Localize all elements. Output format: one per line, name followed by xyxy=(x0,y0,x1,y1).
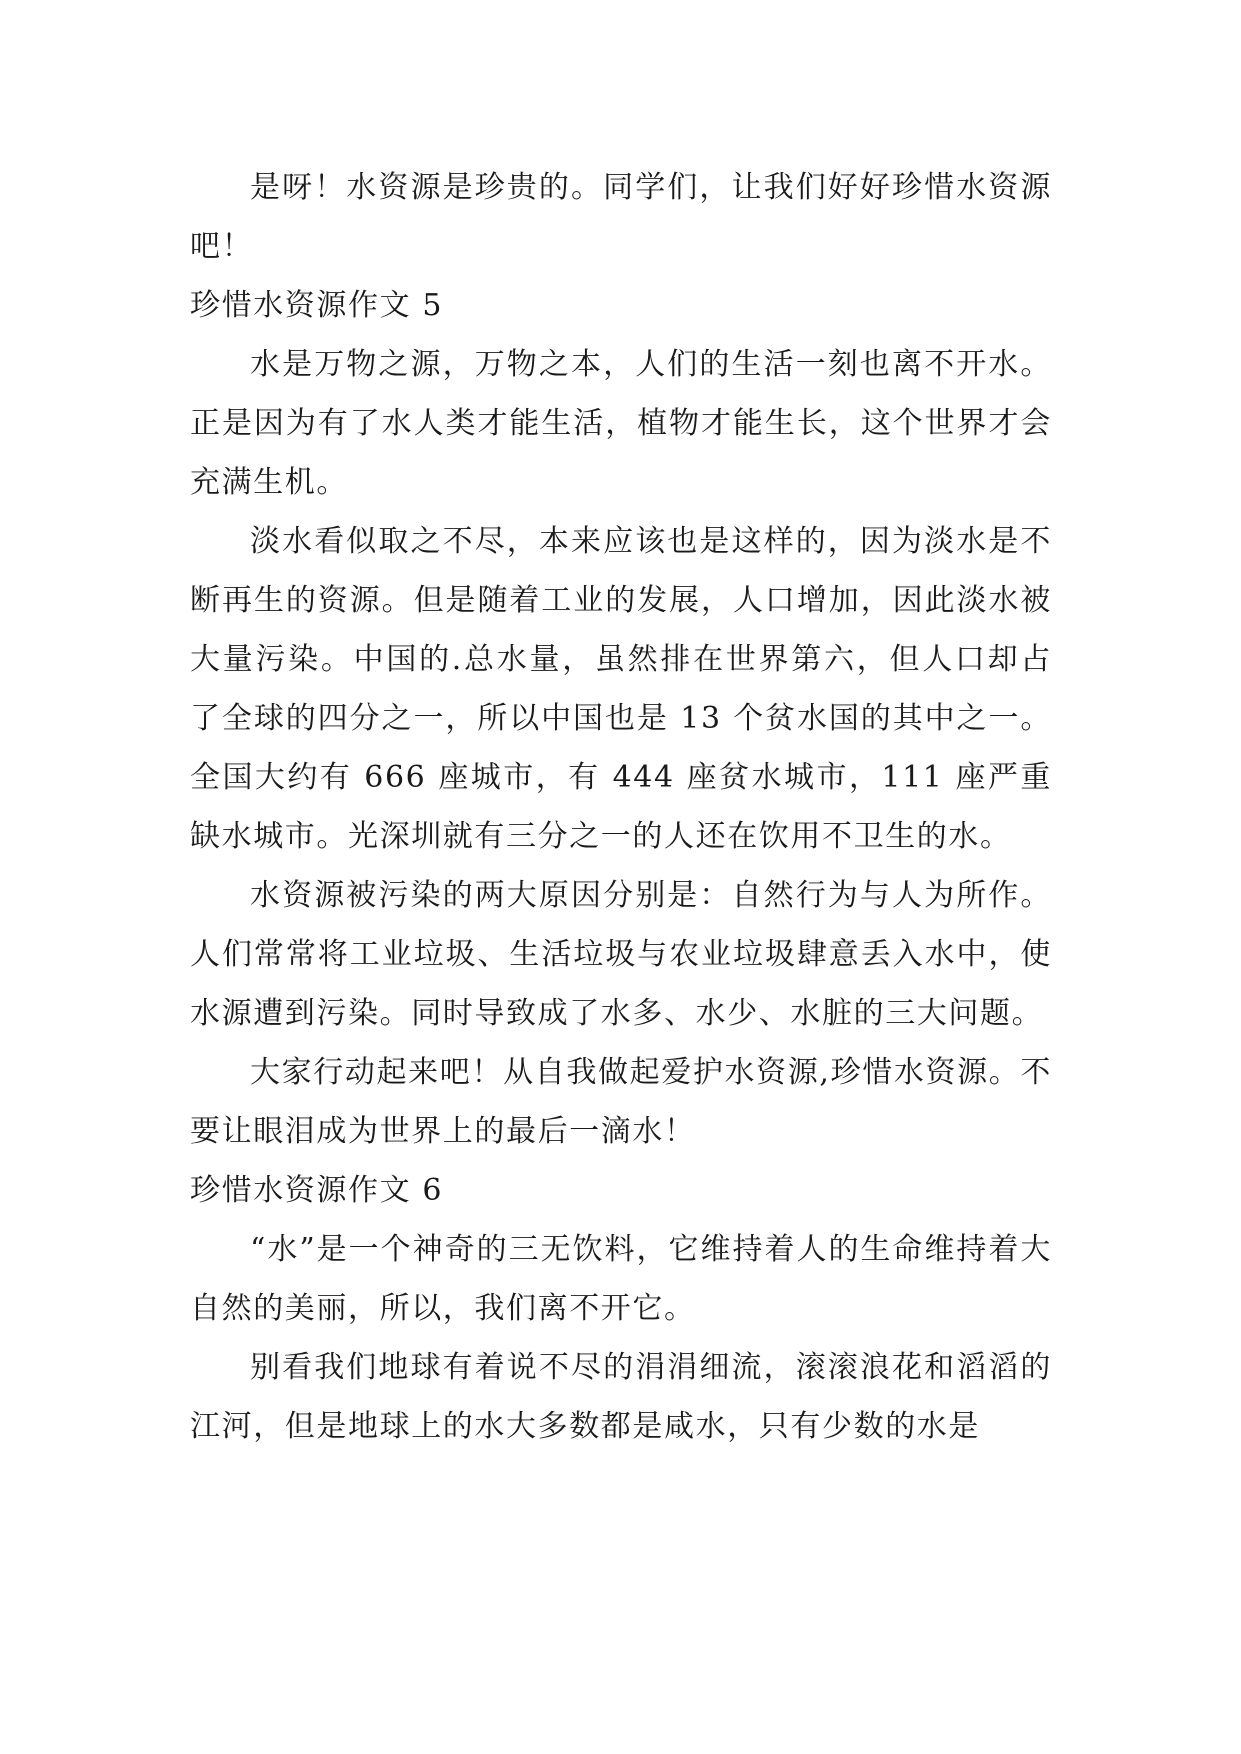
document-body xyxy=(190,158,1052,1456)
section-heading: 珍惜水资源作文 5 xyxy=(190,288,444,323)
paragraph: 是呀！水资源是珍贵的。同学们，让我们好好珍惜水资源吧！ xyxy=(190,170,1052,264)
paragraph: 水资源被污染的两大原因分别是：自然行为与人为所作。人们常常将工业垃圾、生活垃圾与农业垃圾肆意丢入水中，使水源遭到污染。同时导致成了水多、水少、水脏的三大问题。 xyxy=(190,878,1052,1031)
paragraph: “水”是一个神奇的三无饮料，它维持着人的生命维持着大自然的美丽，所以，我们离不开它。 xyxy=(190,1232,1052,1326)
paragraph: 淡水看似取之不尽，本来应该也是这样的，因为淡水是不断再生的资源。但是随着工业的发展，人口增加，因此淡水被大量污染。中国的.总水量，虽然排在世界第六，但人口却占了全球的四分之一，所以中国也是 13 个贫水国的其中之一。 全国大约有 666 座城市，有 444 座贫水城市，111 座严重缺水城市。光深圳就有三分之一的人还在饮用不卫生的水。 xyxy=(190,524,1052,854)
paragraph: 别看我们地球有着说不尽的涓涓细流，滚滚浪花和滔滔的江河，但是地球上的水大多数都是咸水，只有少数的水是 xyxy=(190,1350,1052,1444)
paragraph: 大家行动起来吧！从自我做起爱护水资源,珍惜水资源。不要让眼泪成为世界上的最后一滴水！ xyxy=(190,1055,1052,1149)
section-heading: 珍惜水资源作文 6 xyxy=(190,1173,444,1208)
paragraph: 水是万物之源，万物之本，人们的生活一刻也离不开水。正是因为有了水人类才能生活，植物才能生长，这个世界才会充满生机。 xyxy=(190,347,1052,500)
